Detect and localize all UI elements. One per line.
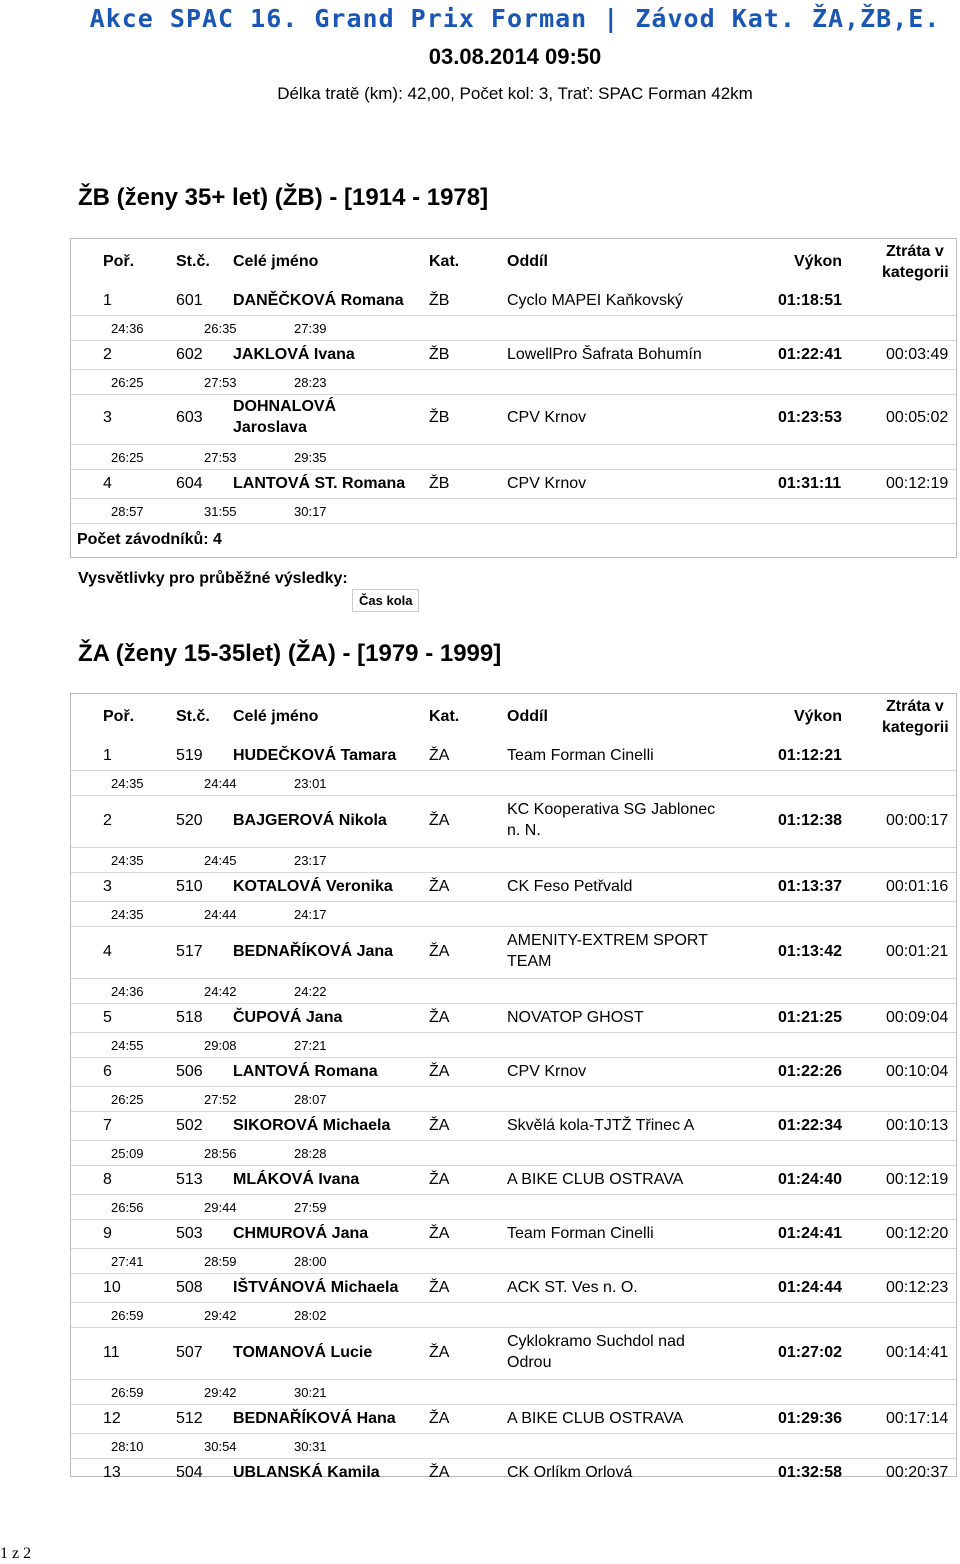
header-oddil: Oddíl bbox=[507, 253, 548, 270]
cell-vykon: 01:22:41 bbox=[778, 346, 843, 363]
header-ztrata-1: Ztráta v bbox=[886, 243, 944, 260]
header-stc: St.č. bbox=[176, 253, 210, 270]
cell-stc: 517 bbox=[176, 943, 203, 960]
cell-name: IŠTVÁNOVÁ Michaela bbox=[233, 1279, 399, 1296]
header-oddil: Oddíl bbox=[507, 708, 548, 725]
cell-oddil: CPV Krnov bbox=[507, 409, 587, 426]
lap-row bbox=[71, 444, 956, 470]
cell-oddil: Skvělá kola-TJTŽ Třinec A bbox=[507, 1117, 695, 1134]
cell-name: JAKLOVÁ Ivana bbox=[233, 346, 355, 363]
lap-time: 27:52 bbox=[204, 1092, 237, 1107]
cell-name: LANTOVÁ Romana bbox=[233, 1063, 378, 1080]
lap-time: 28:23 bbox=[294, 375, 327, 390]
cell-stc: 506 bbox=[176, 1063, 203, 1080]
participant-count: Počet závodníků: 4 bbox=[77, 531, 222, 548]
cell-ztrata: 00:12:23 bbox=[886, 1279, 949, 1296]
lap-row bbox=[71, 978, 956, 1004]
cell-kat: ŽA bbox=[429, 943, 450, 960]
cell-ztrata: 00:03:49 bbox=[886, 346, 949, 363]
lap-time: 27:53 bbox=[204, 375, 237, 390]
cell-ztrata: 00:14:41 bbox=[886, 1344, 949, 1361]
cell-ztrata: 00:05:02 bbox=[886, 409, 949, 426]
cell-ztrata: 00:20:37 bbox=[886, 1464, 949, 1481]
lap-time: 28:28 bbox=[294, 1146, 327, 1161]
lap-time: 30:17 bbox=[294, 504, 327, 519]
lap-time: 30:21 bbox=[294, 1385, 327, 1400]
lap-time: 26:25 bbox=[111, 1092, 144, 1107]
cell-kat: ŽA bbox=[429, 1344, 450, 1361]
lap-time: 27:39 bbox=[294, 321, 327, 336]
lap-time: 29:44 bbox=[204, 1200, 237, 1215]
lap-row bbox=[71, 369, 956, 395]
cell-name: BEDNAŘÍKOVÁ Jana bbox=[233, 943, 394, 960]
cell-ztrata: 00:10:13 bbox=[886, 1117, 949, 1134]
lap-time: 26:59 bbox=[111, 1308, 144, 1323]
cell-kat: ŽA bbox=[429, 1410, 450, 1427]
cell-name: SIKOROVÁ Michaela bbox=[233, 1117, 391, 1134]
lap-time: 24:45 bbox=[204, 853, 237, 868]
cell-ztrata: 00:01:21 bbox=[886, 943, 949, 960]
lap-time: 29:35 bbox=[294, 450, 327, 465]
lap-time: 26:59 bbox=[111, 1385, 144, 1400]
cell-ztrata: 00:10:04 bbox=[886, 1063, 949, 1080]
legend-lap-time: Čas kola bbox=[352, 589, 419, 612]
course-info: Délka tratě (km): 42,00, Počet kol: 3, Trať: SPAC Forman 42km bbox=[277, 84, 753, 103]
lap-time: 24:44 bbox=[204, 776, 237, 791]
header-name: Celé jméno bbox=[233, 708, 319, 725]
cell-oddil: ACK ST. Ves n. O. bbox=[507, 1279, 638, 1296]
cell-oddil: LowellPro Šafrata Bohumín bbox=[507, 346, 702, 363]
cell-vykon: 01:12:21 bbox=[778, 747, 843, 764]
lap-row bbox=[71, 1379, 956, 1405]
lap-time: 24:55 bbox=[111, 1038, 144, 1053]
cell-oddil: Team Forman Cinelli bbox=[507, 747, 654, 764]
cell-oddil-line1: KC Kooperativa SG Jablonec bbox=[507, 801, 716, 818]
cell-stc: 508 bbox=[176, 1279, 203, 1296]
lap-row bbox=[71, 1032, 956, 1058]
cell-kat: ŽA bbox=[429, 878, 450, 895]
cell-kat: ŽA bbox=[429, 1063, 450, 1080]
legend-title: Vysvětlivky pro průběžné výsledky: bbox=[78, 570, 348, 587]
header-name: Celé jméno bbox=[233, 253, 319, 270]
cell-stc: 602 bbox=[176, 346, 203, 363]
lap-row bbox=[71, 1433, 956, 1459]
lap-time: 29:42 bbox=[204, 1385, 237, 1400]
cell-name-line2: Jaroslava bbox=[233, 419, 307, 436]
cell-vykon: 01:13:42 bbox=[778, 943, 843, 960]
cell-name: KOTALOVÁ Veronika bbox=[233, 878, 393, 895]
lap-time: 24:44 bbox=[204, 907, 237, 922]
lap-time: 28:07 bbox=[294, 1092, 327, 1107]
cell-por: 11 bbox=[103, 1344, 120, 1361]
cell-stc: 504 bbox=[176, 1464, 203, 1481]
lap-time: 26:35 bbox=[204, 321, 237, 336]
cell-stc: 502 bbox=[176, 1117, 203, 1134]
cell-vykon: 01:22:34 bbox=[778, 1117, 843, 1134]
cell-vykon: 01:18:51 bbox=[778, 292, 843, 309]
lap-row bbox=[71, 498, 956, 524]
cell-name: UBLANSKÁ Kamila bbox=[233, 1464, 380, 1481]
lap-time: 27:53 bbox=[204, 450, 237, 465]
header-vykon: Výkon bbox=[794, 708, 843, 725]
cell-kat: ŽB bbox=[429, 475, 450, 492]
header-ztrata-2: kategorii bbox=[882, 719, 949, 736]
cell-oddil: CPV Krnov bbox=[507, 1063, 587, 1080]
cell-por: 4 bbox=[103, 475, 112, 492]
cell-por: 1 bbox=[103, 292, 112, 309]
cell-por: 5 bbox=[103, 1009, 112, 1026]
cell-por: 9 bbox=[103, 1225, 112, 1242]
header-kat: Kat. bbox=[429, 708, 460, 725]
table-header bbox=[71, 698, 956, 750]
cell-kat: ŽA bbox=[429, 1279, 450, 1296]
cell-oddil-line1: AMENITY-EXTREM SPORT bbox=[507, 932, 708, 949]
event-datetime: 03.08.2014 09:50 bbox=[428, 44, 602, 69]
page-number: 1 z 2 bbox=[0, 1545, 32, 1562]
header-kat: Kat. bbox=[429, 253, 460, 270]
cell-kat: ŽA bbox=[429, 747, 450, 764]
cell-por: 12 bbox=[103, 1410, 121, 1427]
lap-row bbox=[71, 847, 956, 873]
cell-stc: 519 bbox=[176, 747, 203, 764]
cell-ztrata: 00:01:16 bbox=[886, 878, 949, 895]
cell-stc: 601 bbox=[176, 292, 203, 309]
cell-kat: ŽA bbox=[429, 1009, 450, 1026]
cell-oddil: Cyclo MAPEI Kaňkovský bbox=[507, 292, 684, 309]
cell-vykon: 01:29:36 bbox=[778, 1410, 843, 1427]
cell-oddil-line2: n. N. bbox=[507, 822, 541, 839]
cell-oddil-line1: Cyklokramo Suchdol nad bbox=[507, 1333, 685, 1350]
cell-stc: 512 bbox=[176, 1410, 203, 1427]
event-title: Akce SPAC 16. Grand Prix Forman | Závod Kat. ŽA,ŽB,E. bbox=[89, 4, 941, 33]
cell-name: TOMANOVÁ Lucie bbox=[233, 1344, 373, 1361]
cell-kat: ŽA bbox=[429, 812, 450, 829]
lap-row bbox=[71, 770, 956, 796]
cell-oddil-line2: Odrou bbox=[507, 1354, 552, 1371]
cell-ztrata: 00:17:14 bbox=[886, 1410, 949, 1427]
lap-time: 28:56 bbox=[204, 1146, 237, 1161]
cell-name: ČUPOVÁ Jana bbox=[233, 1009, 343, 1026]
lap-time: 28:02 bbox=[294, 1308, 327, 1323]
cell-por: 1 bbox=[103, 747, 112, 764]
lap-row bbox=[71, 1140, 956, 1166]
cell-stc: 507 bbox=[176, 1344, 203, 1361]
cell-ztrata: 00:00:17 bbox=[886, 812, 949, 829]
lap-time: 24:35 bbox=[111, 776, 144, 791]
cell-oddil: Team Forman Cinelli bbox=[507, 1225, 654, 1242]
lap-time: 24:22 bbox=[294, 984, 327, 999]
cell-por: 4 bbox=[103, 943, 112, 960]
cell-por: 8 bbox=[103, 1171, 112, 1188]
lap-time: 24:17 bbox=[294, 907, 327, 922]
lap-time: 23:01 bbox=[294, 776, 327, 791]
table-header bbox=[71, 243, 956, 295]
cell-kat: ŽB bbox=[429, 409, 450, 426]
cell-name: HUDEČKOVÁ Tamara bbox=[233, 747, 397, 764]
lap-time: 25:09 bbox=[111, 1146, 144, 1161]
cell-name: MLÁKOVÁ Ivana bbox=[233, 1171, 360, 1188]
cell-stc: 520 bbox=[176, 812, 203, 829]
lap-row bbox=[71, 1194, 956, 1220]
lap-time: 24:36 bbox=[111, 984, 144, 999]
lap-time: 26:25 bbox=[111, 450, 144, 465]
lap-row bbox=[71, 1086, 956, 1112]
cell-por: 2 bbox=[103, 346, 112, 363]
cell-por: 6 bbox=[103, 1063, 112, 1080]
cell-ztrata: 00:09:04 bbox=[886, 1009, 949, 1026]
cell-stc: 604 bbox=[176, 475, 203, 492]
cell-kat: ŽB bbox=[429, 292, 450, 309]
cell-vykon: 01:21:25 bbox=[778, 1009, 843, 1026]
category-title-zb: ŽB (ženy 35+ let) (ŽB) - [1914 - 1978] bbox=[78, 184, 489, 211]
results-table-zb bbox=[70, 238, 957, 558]
header-ztrata-2: kategorii bbox=[882, 264, 949, 281]
cell-vykon: 01:32:58 bbox=[778, 1464, 843, 1481]
cell-stc: 603 bbox=[176, 409, 203, 426]
lap-time: 30:54 bbox=[204, 1439, 237, 1454]
cell-por: 10 bbox=[103, 1279, 121, 1296]
cell-oddil: CK Orlíkm Orlová bbox=[507, 1464, 633, 1481]
cell-vykon: 01:27:02 bbox=[778, 1344, 843, 1361]
results-table-za bbox=[70, 693, 957, 1481]
lap-time: 28:57 bbox=[111, 504, 144, 519]
cell-oddil: A BIKE CLUB OSTRAVA bbox=[507, 1410, 684, 1427]
cell-kat: ŽA bbox=[429, 1225, 450, 1242]
cell-vykon: 01:31:11 bbox=[778, 475, 842, 492]
cell-vykon: 01:24:41 bbox=[778, 1225, 843, 1242]
cell-oddil: CPV Krnov bbox=[507, 475, 587, 492]
lap-time: 29:08 bbox=[204, 1038, 237, 1053]
cell-oddil: A BIKE CLUB OSTRAVA bbox=[507, 1171, 684, 1188]
cell-ztrata: 00:12:20 bbox=[886, 1225, 949, 1242]
header-ztrata-1: Ztráta v bbox=[886, 698, 944, 715]
cell-por: 13 bbox=[103, 1464, 121, 1481]
cell-kat: ŽA bbox=[429, 1117, 450, 1134]
cell-vykon: 01:22:26 bbox=[778, 1063, 843, 1080]
lap-row bbox=[71, 901, 956, 927]
cell-ztrata: 00:12:19 bbox=[886, 1171, 949, 1188]
cell-por: 3 bbox=[103, 409, 112, 426]
lap-row bbox=[71, 1248, 956, 1274]
cell-name: BEDNAŘÍKOVÁ Hana bbox=[233, 1410, 396, 1427]
cell-name: CHMUROVÁ Jana bbox=[233, 1225, 369, 1242]
lap-time: 28:10 bbox=[111, 1439, 144, 1454]
cell-kat: ŽB bbox=[429, 346, 450, 363]
cell-stc: 510 bbox=[176, 878, 203, 895]
cell-ztrata: 00:12:19 bbox=[886, 475, 949, 492]
cell-vykon: 01:24:40 bbox=[778, 1171, 843, 1188]
cell-vykon: 01:12:38 bbox=[778, 812, 843, 829]
cell-stc: 518 bbox=[176, 1009, 203, 1026]
lap-time: 29:42 bbox=[204, 1308, 237, 1323]
lap-time: 27:59 bbox=[294, 1200, 327, 1215]
cell-kat: ŽA bbox=[429, 1171, 450, 1188]
cell-vykon: 01:24:44 bbox=[778, 1279, 843, 1296]
header-stc: St.č. bbox=[176, 708, 210, 725]
lap-time: 28:00 bbox=[294, 1254, 327, 1269]
cell-name: LANTOVÁ ST. Romana bbox=[233, 475, 406, 492]
cell-name-line1: DOHNALOVÁ bbox=[233, 398, 337, 415]
cell-name: BAJGEROVÁ Nikola bbox=[233, 812, 387, 829]
cell-stc: 503 bbox=[176, 1225, 203, 1242]
header-vykon: Výkon bbox=[794, 253, 843, 270]
lap-time: 23:17 bbox=[294, 853, 327, 868]
lap-time: 26:56 bbox=[111, 1200, 144, 1215]
cell-oddil: NOVATOP GHOST bbox=[507, 1009, 644, 1026]
lap-time: 26:25 bbox=[111, 375, 144, 390]
lap-row bbox=[71, 1302, 956, 1328]
cell-kat: ŽA bbox=[429, 1464, 450, 1481]
lap-time: 31:55 bbox=[204, 504, 237, 519]
lap-time: 30:31 bbox=[294, 1439, 327, 1454]
lap-time: 24:35 bbox=[111, 853, 144, 868]
header-por: Poř. bbox=[103, 253, 135, 270]
lap-row bbox=[71, 315, 956, 341]
cell-por: 2 bbox=[103, 812, 112, 829]
lap-time: 24:42 bbox=[204, 984, 237, 999]
cell-vykon: 01:23:53 bbox=[778, 409, 843, 426]
cell-por: 3 bbox=[103, 878, 112, 895]
cell-oddil-line2: TEAM bbox=[507, 953, 552, 970]
cell-stc: 513 bbox=[176, 1171, 203, 1188]
cell-vykon: 01:13:37 bbox=[778, 878, 843, 895]
lap-time: 24:35 bbox=[111, 907, 144, 922]
cell-oddil: CK Feso Petřvald bbox=[507, 878, 633, 895]
lap-time: 24:36 bbox=[111, 321, 144, 336]
cell-por: 7 bbox=[103, 1117, 112, 1134]
header-por: Poř. bbox=[103, 708, 135, 725]
lap-time: 27:21 bbox=[294, 1038, 327, 1053]
category-title-za: ŽA (ženy 15-35let) (ŽA) - [1979 - 1999] bbox=[78, 640, 502, 667]
lap-time: 27:41 bbox=[111, 1254, 144, 1269]
lap-time: 28:59 bbox=[204, 1254, 237, 1269]
cell-name: DANĚČKOVÁ Romana bbox=[233, 292, 404, 309]
